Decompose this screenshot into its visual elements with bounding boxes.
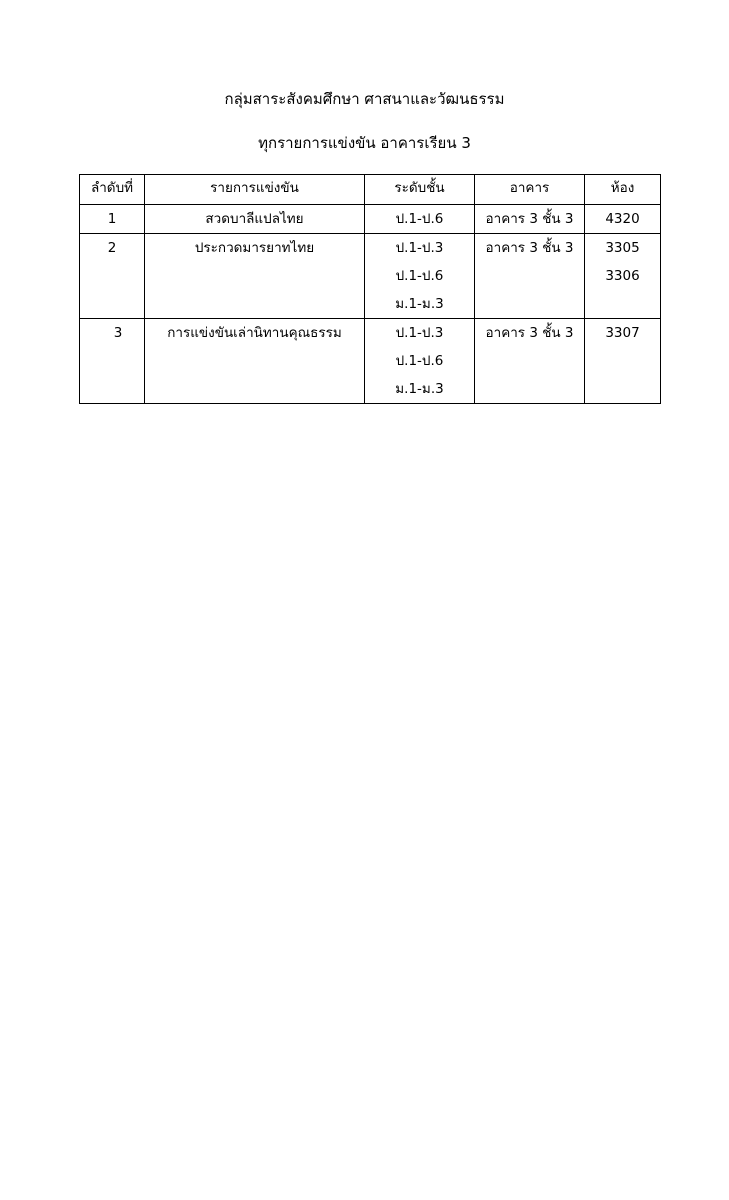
cell-building: อาคาร 3 ชั้น 3	[475, 234, 585, 319]
column-header-level: ระดับชั้น	[365, 175, 475, 205]
cell-room: 3305 3306	[585, 234, 661, 319]
column-header-event: รายการแข่งขัน	[145, 175, 365, 205]
cell-building: อาคาร 3 ชั้น 3	[475, 205, 585, 234]
cell-no: 3	[80, 319, 145, 404]
cell-no: 2	[80, 234, 145, 319]
column-header-no: ลำดับที่	[80, 175, 145, 205]
page-title: กลุ่มสาระสังคมศึกษา ศาสนาและวัฒนธรรม	[224, 90, 505, 108]
competition-table	[79, 174, 661, 404]
cell-room: 3307	[585, 319, 661, 404]
column-header-room: ห้อง	[585, 175, 661, 205]
cell-level: ป.1-ป.6	[365, 205, 475, 234]
cell-event: การแข่งขันเล่านิทานคุณธรรม	[145, 319, 365, 404]
page-subtitle: ทุกรายการแข่งขัน อาคารเรียน 3	[258, 134, 471, 152]
table-row	[80, 234, 661, 319]
cell-no: 1	[80, 205, 145, 234]
cell-room: 4320	[585, 205, 661, 234]
column-header-building: อาคาร	[475, 175, 585, 205]
table-row	[80, 205, 661, 234]
table-header-row	[80, 175, 661, 205]
table-row	[80, 319, 661, 404]
cell-building: อาคาร 3 ชั้น 3	[475, 319, 585, 404]
cell-event: ประกวดมารยาทไทย	[145, 234, 365, 319]
cell-level: ป.1-ป.3 ป.1-ป.6 ม.1-ม.3	[365, 234, 475, 319]
cell-event: สวดบาลีแปลไทย	[145, 205, 365, 234]
cell-level: ป.1-ป.3 ป.1-ป.6 ม.1-ม.3	[365, 319, 475, 404]
